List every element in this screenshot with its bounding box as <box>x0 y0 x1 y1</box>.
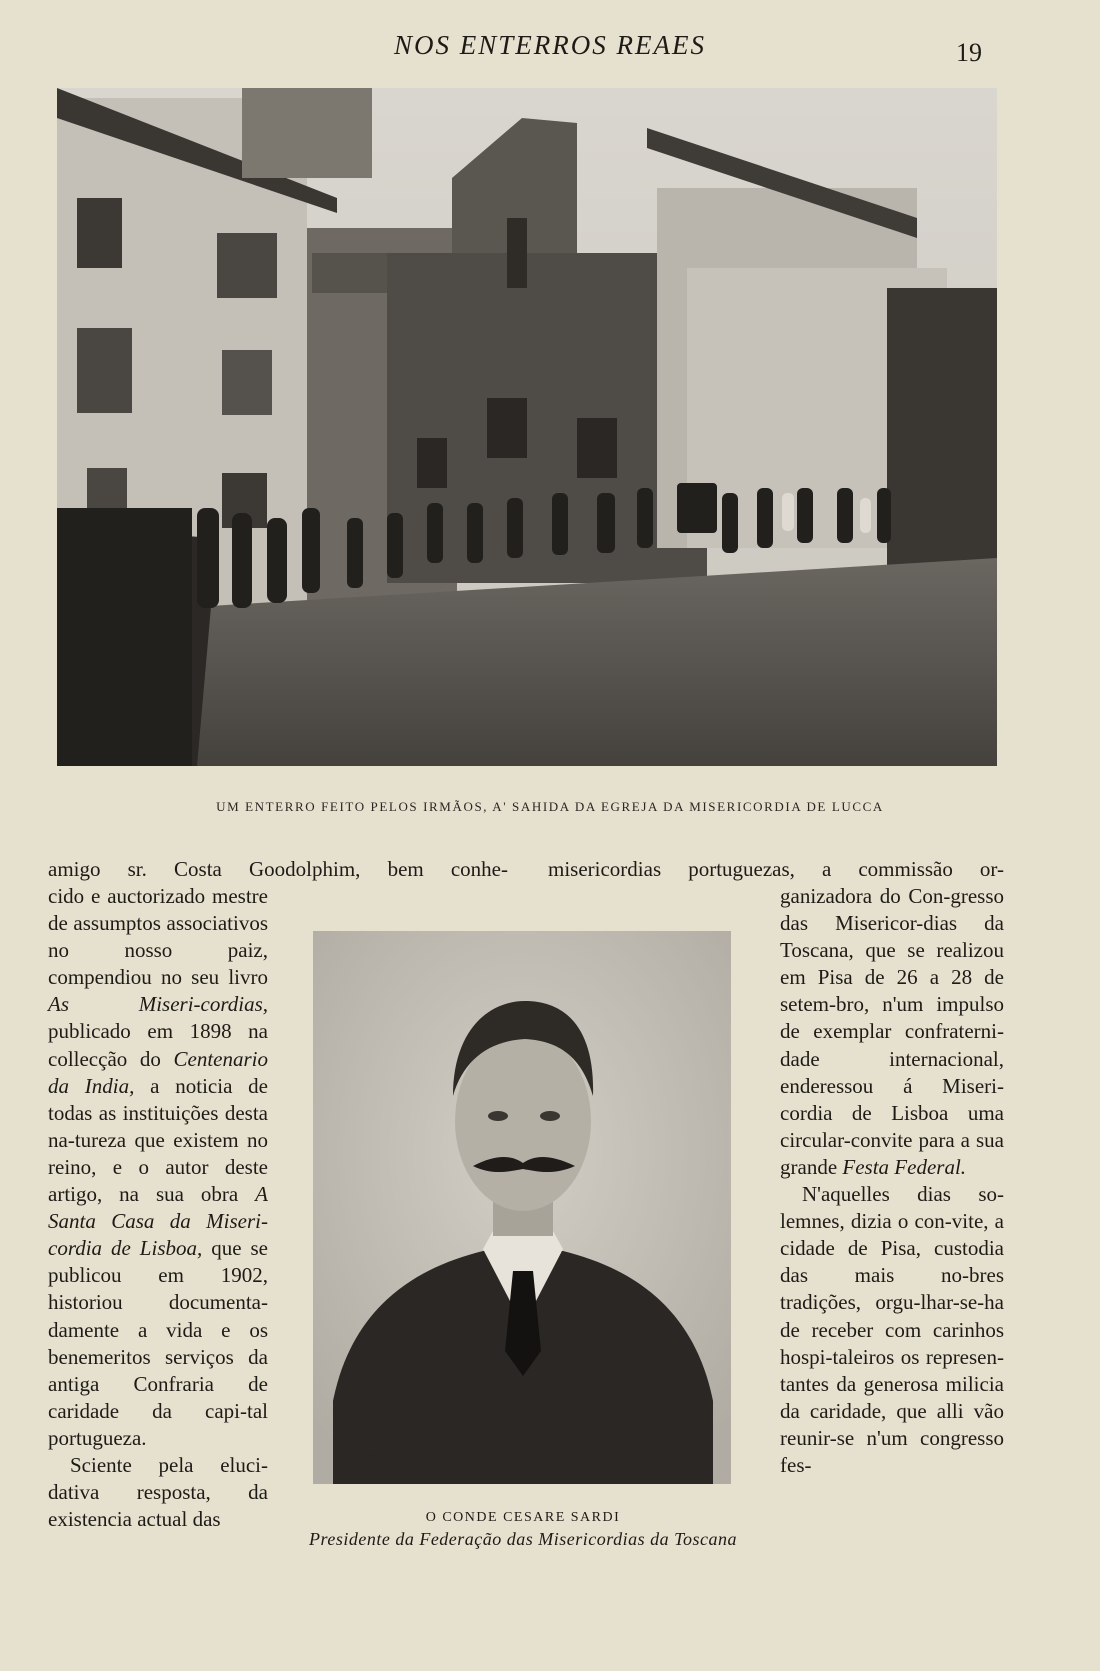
right-p1-title-festa-federal: Festa Federal. <box>842 1154 967 1179</box>
procession-photo-drawing <box>57 88 997 766</box>
left-column-first-line: amigo sr. Costa Goodolphim, bem conhe- <box>48 857 508 881</box>
portrait-caption <box>290 1510 756 1548</box>
right-column-first-line: misericordias portuguezas, a commissão or- <box>548 857 1004 881</box>
left-paragraph-1 <box>48 883 268 1452</box>
right-paragraph-2: N'aquelles dias so-lemnes, dizia o con-vite, a cidade de Pisa, custodia das mais no-bres tradições, orgu-lhar-se-ha de receber com carinhos hospi-taleiros os represen-tantes da generosa milicia da caridade, que alli vão reunir-se n'um congresso fes- <box>780 1182 1004 1477</box>
page-number: 19 <box>956 38 982 67</box>
left-paragraph-2: Sciente pela eluci-dativa resposta, da existencia actual das <box>48 1452 268 1532</box>
portrait-caption-name: O CONDE CESARE SARDI <box>425 1510 621 1525</box>
portrait-caption-role: Presidente da Federação das Misericordias da Toscana <box>309 1529 737 1549</box>
left-p1-title-misericordias: As Miseri-cordias, <box>48 992 268 1017</box>
right-paragraph-1 <box>780 883 1004 1181</box>
left-p1-text-a: cido e auctorizado mestre de assumptos associativos no nosso paiz, compendiou no seu livro <box>48 884 268 990</box>
left-p1-text-c: a noticia de todas as instituições desta na-tureza que existem no reino, e o autor deste artigo, na sua obra <box>48 1073 268 1207</box>
portrait-signature: P.M.J. <box>343 1443 383 1460</box>
running-title: NOS ENTERROS REAES <box>394 30 706 60</box>
left-p1-title-centenario: Centenario da India, <box>48 1046 268 1098</box>
left-p1-title-santa-casa: A Santa Casa da Miseri-cordia de Lisboa, <box>48 1182 268 1261</box>
right-p1-text: ganizadora do Con-gresso das Misericor-dias da Toscana, que se realizou em Pisa de 26 a 28 de setem-bro, n'um impulso de exemplar confraterni-dade internacional, enderessou á Miseri-cordia de Lisboa uma circular-convite para a sua grande <box>780 884 1004 1179</box>
procession-photo-caption: UM ENTERRO FEITO PELOS IRMÃOS, A' SAHIDA DA EGREJA DA MISERICORDIA DE LUCCA <box>216 799 884 814</box>
procession-photo <box>57 88 997 766</box>
left-p1-text-b: publicado em 1898 na collecção do <box>48 1019 268 1071</box>
left-column <box>48 883 268 1533</box>
portrait-drawing <box>313 931 731 1484</box>
left-p1-text-d: que se publicou em 1902, historiou documenta-damente a vida e os benemeritos serviços da antiga Confraria de caridade da capi-tal portugueza. <box>48 1236 268 1450</box>
right-column <box>780 883 1004 1479</box>
portrait-photo <box>313 931 731 1484</box>
